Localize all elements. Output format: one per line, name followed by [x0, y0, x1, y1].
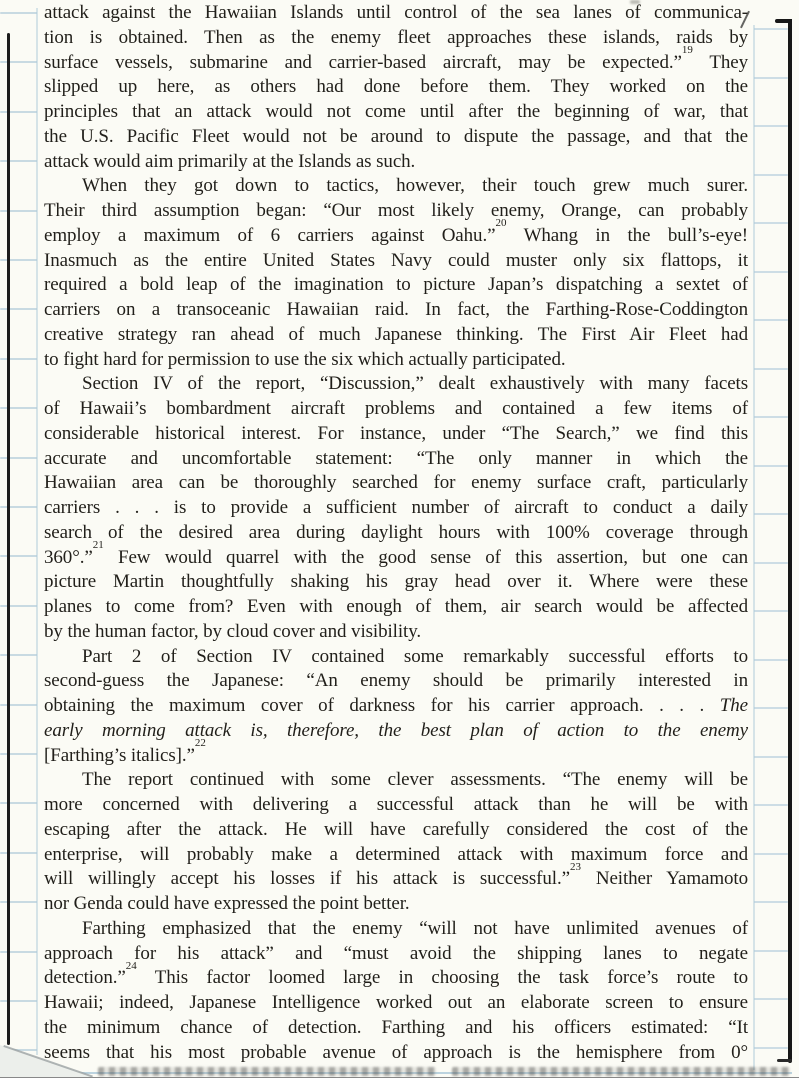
text-run: Part 2 of Section IV contained some remarkably successful efforts to — [82, 645, 748, 667]
text-line — [44, 372, 748, 397]
text-line — [44, 595, 748, 620]
text-run: the U.S. Pacific Fleet would not be around to dispute the passage, and that the — [44, 125, 748, 147]
cutoff-text-smudge — [452, 1067, 790, 1076]
ruled-line-segment — [754, 28, 788, 30]
ruled-paper-left-edge-line — [36, 8, 38, 1055]
text-run: slipped up here, as others had done before them. They worked on the — [44, 76, 748, 98]
ruled-line-segment — [0, 259, 37, 261]
text-line — [44, 892, 748, 917]
ruled-line-segment — [754, 562, 788, 564]
footnote-marker: 23 — [569, 860, 581, 873]
text-run: 360°.” — [44, 546, 93, 568]
text-line — [44, 496, 748, 521]
text-run: picture Martin thoughtfully shaking his gray head over it. Where were these — [44, 571, 748, 593]
ruled-line-segment — [754, 756, 788, 758]
ruled-line-segment — [754, 707, 788, 709]
text-line — [44, 348, 748, 373]
text-run: carriers on a transoceanic Hawaiian raid. In fact, the Farthing-Rose-Coddington — [44, 299, 748, 320]
text-line — [44, 44, 748, 76]
ruled-line-segment — [0, 704, 37, 706]
ruled-line-segment — [0, 1000, 37, 1002]
text-run: to fight hard for permission to use the six which actually participated. — [44, 348, 566, 370]
text-run: more concerned with delivering a successful attack than he will be with — [44, 794, 748, 815]
text-line — [44, 620, 748, 645]
ruled-line-segment — [754, 901, 788, 903]
text-run: approach for his attack” and “must avoid the shipping lanes to negate — [44, 942, 748, 964]
ruled-line-segment — [0, 358, 37, 360]
text-run: Inasmuch as the entire United States Navy could muster only six flattops, it — [44, 249, 748, 271]
page-right-edge-line — [788, 19, 792, 1063]
ruled-line-segment — [0, 210, 37, 212]
text-line — [44, 249, 748, 274]
text-run: nor Genda could have expressed the point better. — [44, 893, 410, 914]
text-line — [44, 100, 748, 125]
text-run: surface vessels, submarine and carrier-based aircraft, may be expected.” — [44, 51, 682, 73]
text-line — [44, 199, 748, 224]
text-line — [44, 669, 748, 694]
text-run: will willingly accept his losses if his attack is successful.” — [44, 868, 570, 890]
text-line — [44, 991, 748, 1016]
text-run: obtaining the maximum cover of darkness for his carrier approach. . . . — [44, 695, 720, 716]
text-run: of Hawaii’s bombardment aircraft problems and contained a few items of — [44, 398, 748, 419]
text-run: Farthing emphasized that the enemy “will not have unlimited avenues of — [82, 917, 748, 939]
text-run: required a bold leap of the imagination to picture Japan’s dispatching a sextet of — [44, 274, 748, 296]
text-line — [44, 793, 748, 818]
text-line — [44, 150, 748, 175]
text-line — [44, 570, 748, 595]
text-line — [44, 471, 748, 496]
ruled-line-segment — [0, 160, 37, 162]
text-line — [44, 917, 748, 942]
ruled-line-segment — [0, 901, 37, 903]
ruled-line-segment — [754, 319, 788, 321]
text-run: employ a maximum of 6 carriers against Oahu.” — [44, 224, 496, 246]
text-line — [44, 273, 748, 298]
text-line — [44, 125, 748, 150]
text-run: second-guess the Japanese: “An enemy should be primarily interested in — [44, 670, 748, 692]
text-run: carriers . . . is to provide a sufficient number of aircraft to conduct a daily — [44, 497, 748, 518]
text-line — [44, 75, 748, 100]
text-run: considerable historical interest. For instance, under “The Search,” we find this — [44, 422, 748, 444]
book-spine-edge-line — [7, 33, 10, 1045]
text-line — [44, 174, 748, 199]
ruled-line-segment — [754, 853, 788, 855]
text-run: early morning attack is, therefore, the best plan of action to the enemy — [44, 719, 748, 741]
ruled-line-segment — [0, 61, 37, 63]
text-line — [44, 26, 748, 51]
ruled-line-segment — [754, 368, 788, 370]
text-run: attack against the Hawaiian Islands until control of the sea lanes of communica- — [44, 2, 748, 23]
text-line — [44, 397, 748, 422]
ruled-line-segment — [0, 111, 37, 113]
ruled-line-segment — [754, 513, 788, 515]
ruled-line-segment — [754, 416, 788, 418]
page-right-edge-top-curl — [775, 19, 792, 23]
text-run: Whang in the bull’s-eye! — [506, 224, 748, 246]
page-text — [44, 1, 748, 1065]
ruled-line-segment — [754, 271, 788, 273]
ruled-line-segment — [0, 457, 37, 459]
ruled-line-segment — [0, 308, 37, 310]
ruled-line-segment — [754, 222, 788, 224]
text-run: The report continued with some clever assessments. “The enemy will be — [82, 769, 748, 791]
text-run: principles that an attack would not come until after the beginning of war, that — [44, 101, 748, 122]
ruled-line-segment — [0, 753, 37, 755]
text-line — [44, 645, 748, 670]
ruled-line-segment — [0, 506, 37, 508]
text-run: [Farthing’s italics].” — [44, 744, 195, 766]
footnote-marker: 22 — [194, 737, 206, 750]
text-run: creative strategy ran ahead of much Japanese thinking. The First Air Fleet had — [44, 323, 748, 345]
text-run: tion is obtained. Then as the enemy fleet approaches these islands, raids by — [44, 26, 748, 48]
footnote-marker: 19 — [681, 44, 693, 57]
text-line — [44, 217, 748, 249]
text-run: When they got down to tactics, however, their touch grew much surer. — [82, 175, 748, 197]
text-line — [44, 942, 748, 967]
ruled-line-segment — [754, 659, 788, 661]
text-line — [44, 323, 748, 348]
text-run: Hawaiian area can be thoroughly searched for enemy surface craft, particularly — [44, 472, 748, 494]
ruled-line-segment — [754, 174, 788, 176]
text-run: search of the desired area during daylight hours with 100% coverage through — [44, 521, 748, 543]
text-run: seems that his most probable avenue of approach is the hemisphere from 0° — [44, 1041, 748, 1063]
ruled-line-segment — [754, 1047, 788, 1049]
ruled-line-segment — [0, 951, 37, 953]
text-run: Their third assumption began: “Our most likely enemy, Orange, can probably — [44, 200, 748, 221]
text-line — [44, 959, 748, 991]
text-run: Section IV of the report, “Discussion,” dealt exhaustively with many facets — [82, 373, 748, 395]
ruled-line-segment — [754, 998, 788, 1000]
ruled-line-segment — [0, 407, 37, 409]
text-run: Few would quarrel with the good sense of this assertion, but one can — [103, 546, 748, 568]
ruled-line-segment — [0, 555, 37, 557]
text-run: attack would aim primarily at the Islands as such. — [44, 150, 416, 172]
ruled-line-segment — [754, 610, 788, 612]
text-line — [44, 298, 748, 323]
ruled-line-segment — [0, 605, 37, 607]
text-line — [44, 818, 748, 843]
footnote-marker: 20 — [495, 217, 507, 230]
text-run: Neither Yamamoto — [580, 868, 748, 890]
text-run: detection.” — [44, 967, 126, 989]
text-line — [44, 737, 748, 769]
text-run: by the human factor, by cloud cover and visibility. — [44, 620, 422, 642]
text-line — [44, 768, 748, 793]
text-run: Hawaii; indeed, Japanese Intelligence worked out an elaborate screen to ensure — [44, 992, 748, 1013]
text-line — [44, 447, 748, 472]
text-run: accurate and uncomfortable statement: “The only manner in which the — [44, 447, 748, 469]
text-line — [44, 539, 748, 571]
text-line — [44, 521, 748, 546]
text-line — [44, 860, 748, 892]
ruled-line-segment — [0, 654, 37, 656]
ruled-line-segment — [754, 125, 788, 127]
ruled-line-segment — [754, 804, 788, 806]
ruled-line-segment — [0, 852, 37, 854]
ruled-line-segment — [754, 950, 788, 952]
ruled-line-segment — [0, 12, 37, 14]
ruled-line-segment — [754, 77, 788, 79]
text-run: planes to come from? Even with enough of them, air search would be affected — [44, 596, 748, 617]
text-run: The — [719, 695, 748, 716]
text-line — [44, 1, 748, 26]
text-run: They — [692, 51, 748, 73]
text-line — [44, 422, 748, 447]
text-run: escaping after the attack. He will have carefully considered the cost of the — [44, 818, 748, 840]
text-run: the minimum chance of detection. Farthing and his officers estimated: “It — [44, 1016, 748, 1038]
cutoff-text-smudge — [98, 1067, 436, 1076]
text-line — [44, 1016, 748, 1041]
ruled-paper-right-edge-line — [753, 25, 755, 1070]
footnote-marker: 21 — [92, 539, 104, 552]
ruled-line-segment — [0, 802, 37, 804]
text-run: enterprise, will probably make a determined attack with maximum force and — [44, 843, 748, 865]
page-right-edge-bottom-tick — [777, 1059, 792, 1062]
text-run: This factor loomed large in choosing the task force’s route to — [136, 967, 748, 989]
footnote-marker: 24 — [125, 959, 137, 972]
text-line — [44, 1041, 748, 1066]
text-line — [44, 719, 748, 744]
ruled-line-segment — [754, 465, 788, 467]
text-line — [44, 694, 748, 719]
text-line — [44, 843, 748, 868]
